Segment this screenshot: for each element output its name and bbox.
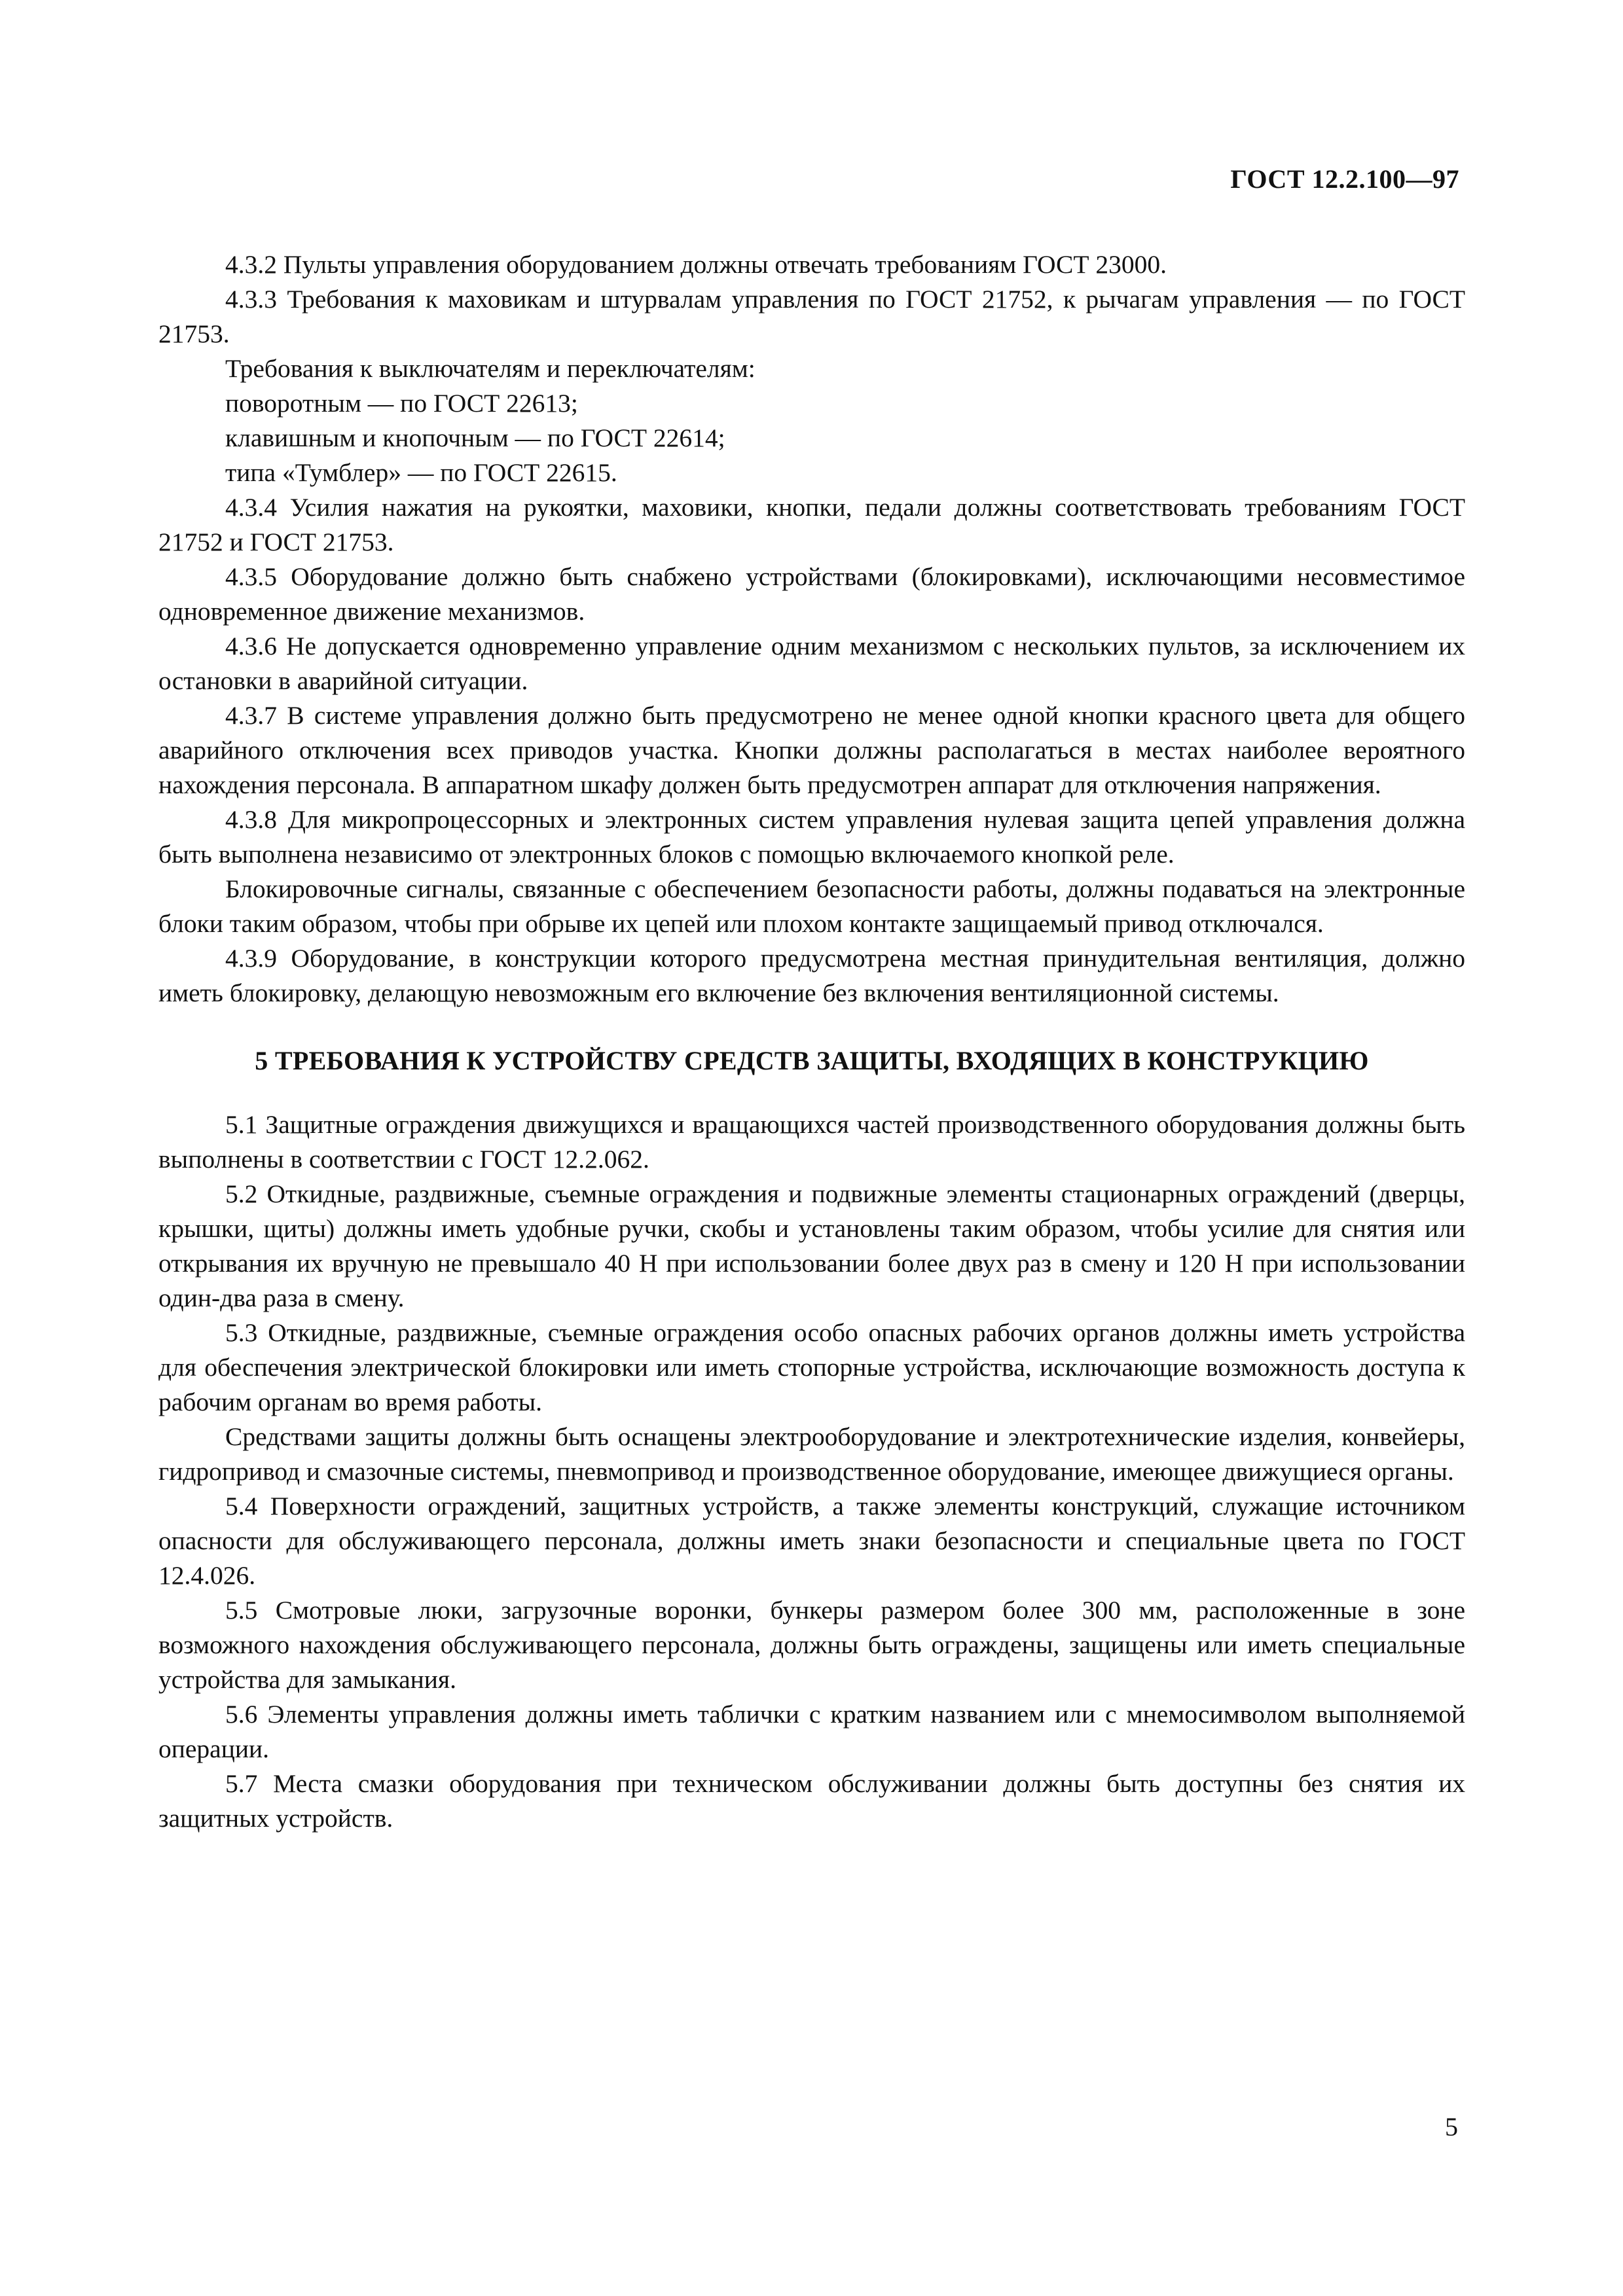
paragraph-5-2: 5.2 Откидные, раздвижные, съемные ограждения и подвижные элементы стационарных ограждений (дверцы, крышки, щиты) должны иметь удобные ручки, скобы и установлены таким образом, чтобы усилие для снятия или открывания их вручную не превышало 40 Н при использовании более двух раз в смену и 120 Н при использовании один-два раза в смену. bbox=[158, 1179, 1465, 1312]
paragraph-protection-means: Средствами защиты должны быть оснащены электрооборудование и электротехнические изделия, конвейеры, гидропривод и смазочные системы, пневмопривод и производственное оборудование, имеющее движущиеся органы. bbox=[158, 1422, 1465, 1486]
paragraph-switches-intro: Требования к выключателям и переключателям: bbox=[225, 354, 756, 383]
paragraph-4-3-5: 4.3.5 Оборудование должно быть снабжено устройствами (блокировками), исключающими несовместимое одновременное движение механизмов. bbox=[158, 562, 1465, 626]
paragraph-5-3: 5.3 Откидные, раздвижные, съемные ограждения особо опасных рабочих органов должны иметь устройства для обеспечения электрической блокировки или иметь стопорные устройства, исключающие возможность доступа к рабочим органам во время работы. bbox=[158, 1318, 1465, 1416]
paragraph-5-5: 5.5 Смотровые люки, загрузочные воронки, бункеры размером более 300 мм, расположенные в зоне возможного нахождения обслуживающего персонала, должны быть ограждены, защищены или иметь специальные устройства для замыкания. bbox=[158, 1596, 1465, 1694]
page-number: 5 bbox=[1445, 2112, 1458, 2142]
paragraph-5-7: 5.7 Места смазки оборудования при техническом обслуживании должны быть доступны без снятия их защитных устройств. bbox=[158, 1769, 1465, 1833]
paragraph-blocking-signals: Блокировочные сигналы, связанные с обеспечением безопасности работы, должны подаваться на электронные блоки таким образом, чтобы при обрыве их цепей или плохом контакте защищаемый привод отключался. bbox=[158, 874, 1465, 938]
paragraph-4-3-2: 4.3.2 Пульты управления оборудованием должны отвечать требованиям ГОСТ 23000. bbox=[225, 250, 1167, 279]
list-item-key: клавишным и кнопочным — по ГОСТ 22614; bbox=[225, 423, 725, 452]
list-item-rotary: поворотным — по ГОСТ 22613; bbox=[225, 389, 578, 418]
paragraph-4-3-8: 4.3.8 Для микропроцессорных и электронных систем управления нулевая защита цепей управления должна быть выполнена независимо от электронных блоков с помощью включаемого кнопкой реле. bbox=[158, 805, 1465, 869]
document-body bbox=[158, 247, 1465, 1836]
paragraph-5-4: 5.4 Поверхности ограждений, защитных устройств, а также элементы конструкций, служащие источником опасности для обслуживающего персонала, должны иметь знаки безопасности и специальные цвета по ГОСТ 12.4.026. bbox=[158, 1492, 1465, 1590]
paragraph-4-3-4: 4.3.4 Усилия нажатия на рукоятки, маховики, кнопки, педали должны соответствовать требованиям ГОСТ 21752 и ГОСТ 21753. bbox=[158, 493, 1465, 556]
paragraph-5-6: 5.6 Элементы управления должны иметь таблички с кратким названием или с мнемосимволом выполняемой операции. bbox=[158, 1700, 1465, 1763]
paragraph-4-3-9: 4.3.9 Оборудование, в конструкции которого предусмотрена местная принудительная вентиляция, должно иметь блокировку, делающую невозможным его включение без включения вентиляционной системы. bbox=[158, 944, 1465, 1007]
list-item-toggle: типа «Тумблер» — по ГОСТ 22615. bbox=[225, 458, 617, 487]
document-header: ГОСТ 12.2.100—97 bbox=[1230, 164, 1459, 194]
paragraph-5-1: 5.1 Защитные ограждения движущихся и вращающихся частей производственного оборудования должны быть выполнены в соответствии с ГОСТ 12.2.062. bbox=[158, 1110, 1465, 1174]
paragraph-4-3-6: 4.3.6 Не допускается одновременно управление одним механизмом с нескольких пультов, за исключением их остановки в аварийной ситуации. bbox=[158, 632, 1465, 695]
paragraph-4-3-3: 4.3.3 Требования к маховикам и штурвалам управления по ГОСТ 21752, к рычагам управления — по ГОСТ 21753. bbox=[158, 285, 1465, 348]
paragraph-4-3-7: 4.3.7 В системе управления должно быть предусмотрено не менее одной кнопки красного цвета для общего аварийного отключения всех приводов участка. Кнопки должны располагаться в местах наиболее вероятного нахождения персонала. В аппаратном шкафу должен быть предусмотрен аппарат для отключения напряжения. bbox=[158, 701, 1465, 799]
section-5-title: 5 ТРЕБОВАНИЯ К УСТРОЙСТВУ СРЕДСТВ ЗАЩИТЫ, ВХОДЯЩИХ В КОНСТРУКЦИЮ bbox=[255, 1046, 1369, 1075]
